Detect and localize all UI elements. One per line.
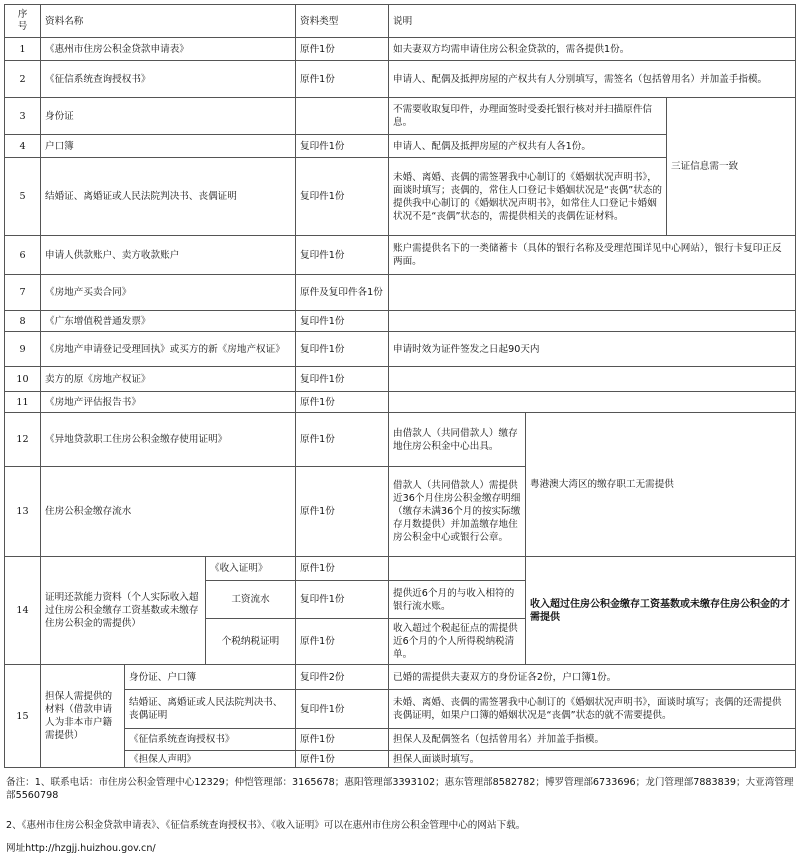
row-5-name: 结婚证、离婚证或人民法院判决书、丧偶证明 <box>45 191 237 202</box>
footer-download-note: 2、《惠州市住房公积金贷款申请表》、《征信系统查询授权书》、《收入证明》可以在惠州市住房公积金管理中心的网站下载。 <box>6 820 526 831</box>
row-15-sub-1-note: 已婚的需提供夫妻双方的身份证各2份，户口簿1份。 <box>393 671 617 683</box>
row-13-type: 原件1份 <box>300 506 335 517</box>
row-14-sub-2-name: 工资流水 <box>231 594 270 605</box>
row-4-note: 申请人、配偶及抵押房屋的产权共有人各1份。 <box>393 140 591 152</box>
row-15-sub-2-type: 复印件1份 <box>300 703 345 715</box>
row-14-sub-1-name: 《收入证明》 <box>210 563 268 574</box>
row-9-type: 复印件1份 <box>300 343 345 355</box>
row-15-sub-4-note: 担保人面谈时填写。 <box>393 753 480 765</box>
row-3-no: 3 <box>19 110 26 122</box>
rows-12-13-bay-area-note: 粤港澳大湾区的缴存职工无需提供 <box>530 479 674 490</box>
row-10-name: 卖方的原《房地产权证》 <box>45 373 151 385</box>
row-15-name: 担保人需提供的材料（借款申请人为非本市户籍需提供） <box>45 691 113 741</box>
row-10-no: 10 <box>16 373 29 385</box>
row-1-name: 《惠州市住房公积金贷款申请表》 <box>45 43 189 55</box>
row-13-no: 13 <box>16 506 29 517</box>
row-11-type: 原件1份 <box>300 396 335 408</box>
header-type: 资料类型 <box>300 15 339 27</box>
row-6-type: 复印件1份 <box>300 249 345 261</box>
header-note: 说明 <box>393 15 413 27</box>
row-15-no: 15 <box>16 710 29 722</box>
header-no: 序号 <box>17 9 28 32</box>
row-15-sub-1-name: 身份证、户口簿 <box>129 671 197 683</box>
row-12-type: 原件1份 <box>300 434 335 445</box>
row-11-note <box>389 392 795 412</box>
row-12-note: 由借款人（共同借款人）缴存地住房公积金中心出具。 <box>393 427 518 452</box>
row-2-no: 2 <box>19 73 26 85</box>
row-14-name: 证明还款能力资料（个人实际收入超过住房公积金缴存工资基数或未缴存住房公积金的需提供） <box>45 592 199 629</box>
row-14-sub-1-note <box>389 557 525 580</box>
row-6-note: 账户需提供名下的一类储蓄卡（具体的银行名称及受理范围详见中心网站），银行卡复印正反两面。 <box>393 243 782 267</box>
row-10-type: 复印件1份 <box>300 373 345 385</box>
row-8-name: 《广东增值税普通发票》 <box>45 315 151 327</box>
row-15-sub-3-type: 原件1份 <box>300 734 335 745</box>
row-5-type: 复印件1份 <box>300 191 345 202</box>
row-4-type: 复印件1份 <box>300 140 345 152</box>
row-15-sub-2-name: 结婚证、离婚证或人民法院判决书、丧偶证明 <box>129 697 283 721</box>
row-7-name: 《房地产买卖合同》 <box>45 287 132 298</box>
row-14-sub-2-type: 复印件1份 <box>300 594 345 605</box>
row-1-note: 如夫妻双方均需申请住房公积金贷款的，需各提供1份。 <box>393 43 630 55</box>
row-15-sub-3-name: 《征信系统查询授权书》 <box>129 734 235 745</box>
header-name: 资料名称 <box>45 15 84 27</box>
row-14-sub-2-note: 提供近6个月的与收入相符的银行流水账。 <box>393 587 515 612</box>
row-11-name: 《房地产评估报告书》 <box>45 396 141 408</box>
row-14-sub-3-name: 个税纳税证明 <box>221 636 280 647</box>
row-7-type: 原件及复印件各1份 <box>300 287 383 298</box>
row-6-name: 申请人供款账户、卖方收款账户 <box>45 249 180 261</box>
row-5-no: 5 <box>19 191 26 202</box>
row-15-sub-3-note: 担保人及配偶签名（包括曾用名）并加盖手指模。 <box>393 734 605 745</box>
row-7-no: 7 <box>19 287 26 298</box>
row-6-no: 6 <box>19 249 26 261</box>
row-8-type: 复印件1份 <box>300 315 345 327</box>
row-14-sub-3-note: 收入超过个税起征点的需提供近6个月的个人所得税纳税清单。 <box>393 623 518 660</box>
row-8-note <box>389 311 795 331</box>
row-9-note: 申请时效为证件签发之日起90天内 <box>393 343 540 355</box>
row-4-no: 4 <box>19 140 26 152</box>
rows-3-5-consistency-note: 三证信息需一致 <box>671 161 739 172</box>
row-14-no: 14 <box>16 605 29 616</box>
row-9-no: 9 <box>19 343 26 355</box>
row-2-note: 申请人、配偶及抵押房屋的产权共有人分别填写，需签名（包括曾用名）并加盖手指模。 <box>393 73 768 85</box>
row-15-sub-2-note: 未婚、离婚、丧偶的需签署我中心制订的《婚姻状况声明书》，面谈时填写；丧偶的还需提供丧偶证明，如果户口簿的婚姻状况是“丧偶”状态的就不需要提供。 <box>393 697 782 721</box>
row-3-type <box>296 98 388 134</box>
row-7-note <box>389 275 795 310</box>
row-14-sub-3-type: 原件1份 <box>300 636 335 647</box>
row-8-no: 8 <box>19 315 26 327</box>
row-12-no: 12 <box>16 434 29 445</box>
row-1-type: 原件1份 <box>300 43 335 55</box>
row-2-name: 《征信系统查询授权书》 <box>45 73 151 85</box>
row-15-sub-4-name: 《担保人声明》 <box>129 753 197 765</box>
row-9-name: 《房地产申请登记受理回执》或买方的新《房地产权证》 <box>45 343 285 355</box>
row-5-note: 未婚、离婚、丧偶的需签署我中心制订的《婚姻状况声明书》，面谈时填写；丧偶的，常住人口登记卡婚姻状况是“丧偶”状态的提供我中心制订的《婚姻状况声明书》，如常住人口登记卡婚姻状况不是“丧偶”状态的，需提供相关的丧偶佐证材料。 <box>393 171 662 222</box>
footer-contact-note: 备注：1、联系电话：市住房公积金管理中心12329；仲恺管理部：3165678；惠阳管理部3393102；惠东管理部8582782；博罗管理部6733696；龙门管理部7883839；大亚湾管理部5560798 <box>6 777 794 801</box>
row-13-name: 住房公积金缴存流水 <box>45 506 132 517</box>
row-11-no: 11 <box>16 396 29 408</box>
row-2-type: 原件1份 <box>300 73 335 85</box>
row-15-sub-1-type: 复印件2份 <box>300 671 345 683</box>
row-3-note: 不需要收取复印件，办理面签时受委托银行核对并扫描原件信息。 <box>393 104 653 128</box>
row-14-sub-1-type: 原件1份 <box>300 563 335 574</box>
row-15-sub-4-type: 原件1份 <box>300 753 335 765</box>
row-12-name: 《异地贷款职工住房公积金缴存使用证明》 <box>45 434 228 445</box>
row-4-name: 户口簿 <box>45 140 74 152</box>
row-3-name: 身份证 <box>45 110 74 122</box>
footer-website: 网址http://hzgjj.huizhou.gov.cn/ <box>6 843 156 854</box>
row-13-note: 借款人（共同借款人）需提供近36个月住房公积金缴存明细（缴存未满36个月的按实际缴存月数提供）并加盖缴存地住房公积金中心或银行公章。 <box>393 480 521 543</box>
row-1-no: 1 <box>19 43 26 55</box>
row-10-note <box>389 367 795 391</box>
row-14-side-note: 收入超过住房公积金缴存工资基数或未缴存住房公积金的才需提供 <box>530 598 790 623</box>
